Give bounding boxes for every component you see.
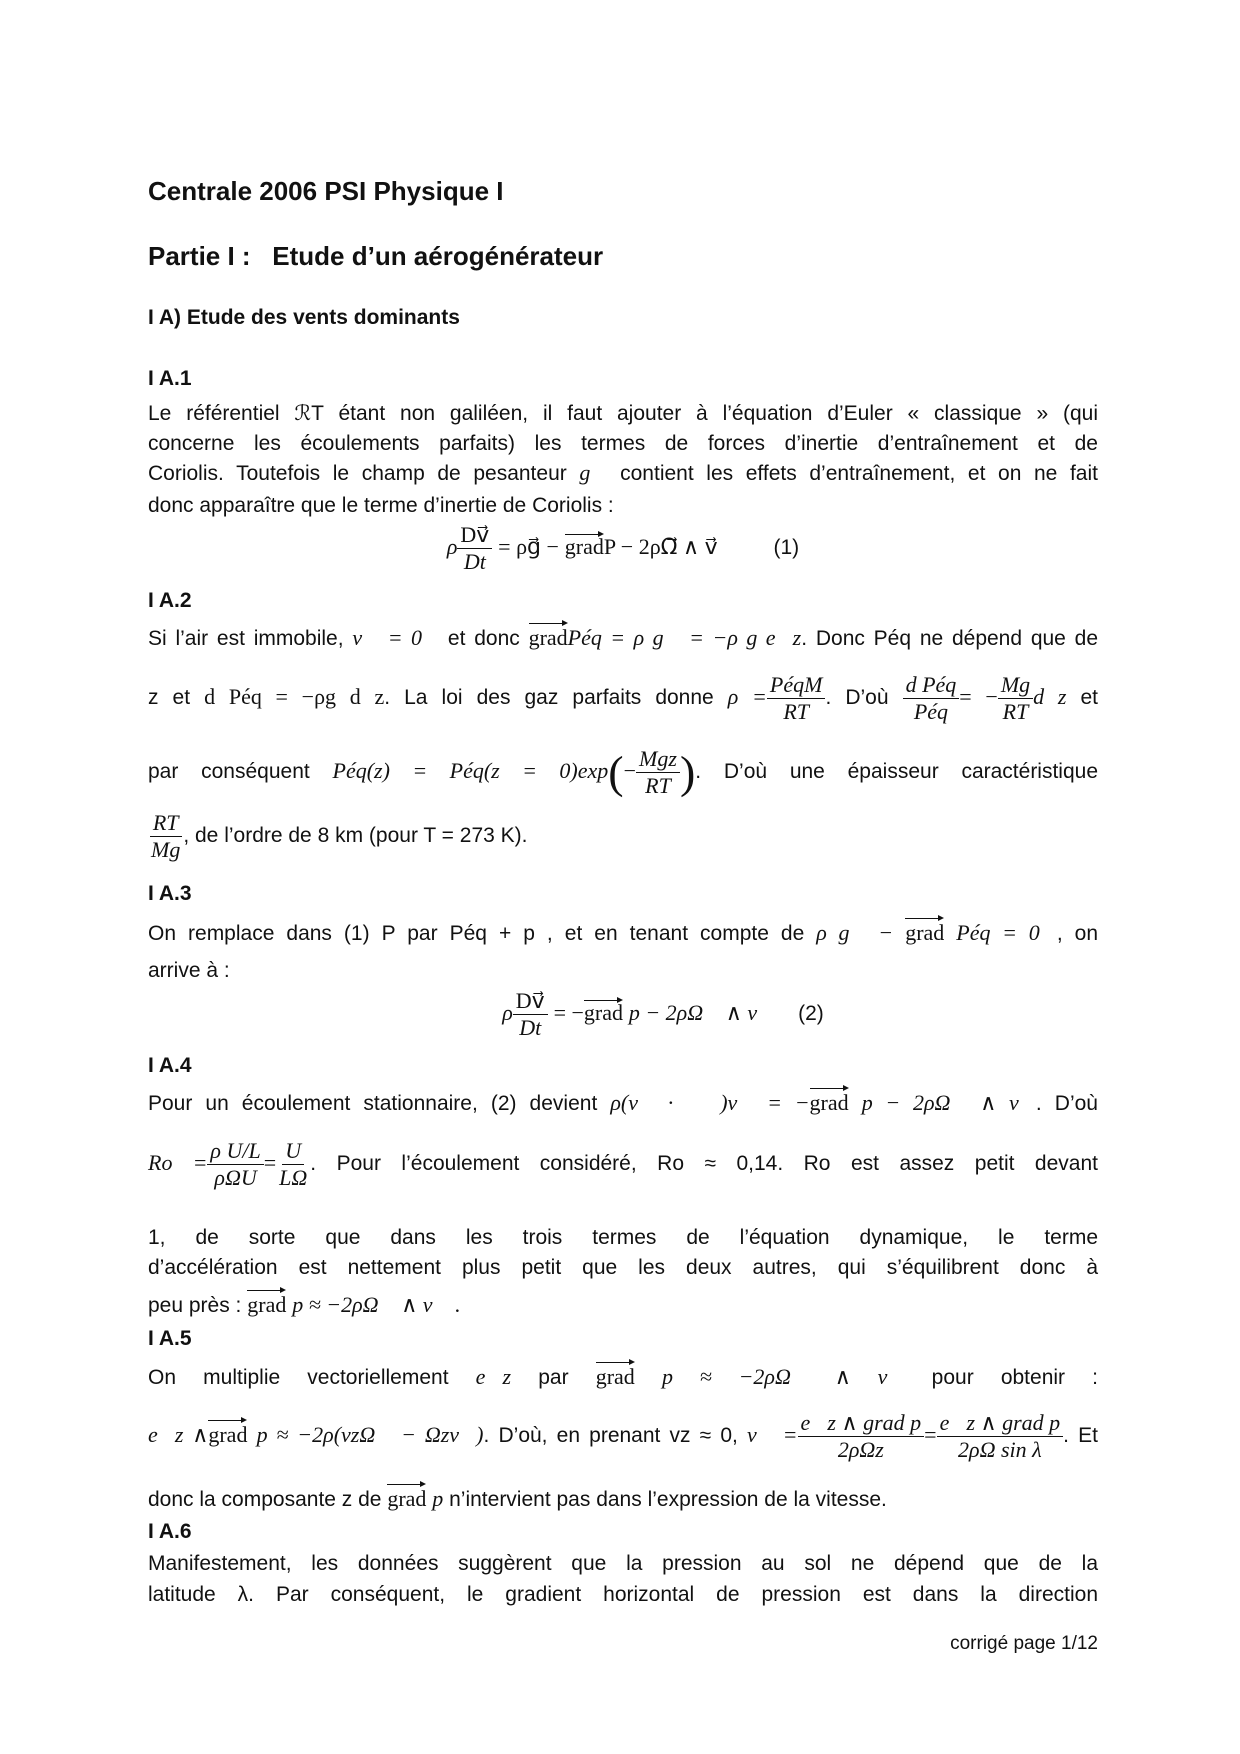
paragraph-line: latitude λ. Par conséquent, le gradient horizontal de pression est dans la direction xyxy=(148,1583,1098,1606)
paragraph-line: donc la composante z de grad p n’intervient pas dans l’expression de la vitesse. xyxy=(148,1484,1098,1515)
paragraph-line: Manifestement, les données suggèrent que la pression au sol ne dépend que de la xyxy=(148,1552,1098,1575)
paragraph-line: Le référentiel ℛT étant non galiléen, il faut ajouter à l’équation d’Euler « classique » (qui xyxy=(148,402,1098,425)
equation-2: ρ $\frac{Dv⃗}{Dt}$ = −grad p − 2ρΩ⃗ ∧ v⃗ (2) xyxy=(502,988,824,1040)
document-title: Centrale 2006 PSI Physique I xyxy=(148,176,504,206)
paragraph-line: Pour un écoulement stationnaire, (2) devient ρ(v⃗ · ∇⃗)v⃗ = −grad p − 2ρΩ⃗ ∧ v⃗. D’où xyxy=(148,1088,1098,1119)
question-heading-a2: I A.2 xyxy=(148,589,192,612)
paragraph-line: d’accélération est nettement plus petit que les deux autres, qui s’équilibrent donc à xyxy=(148,1256,1098,1279)
paragraph-line: z et d Péq = −ρg d z. La loi des gaz parfaits donne ρ = $\frac{\text{PéqM}}{RT}$ . D’où $\frac{\text{d Péq}}{\text{Péq}}$ = − $\frac{Mg}{RT}$ d z et xyxy=(148,672,1098,724)
paragraph-line: e⃗z ∧grad p ≈ −2ρ(vzΩ⃗ − Ωzv⃗). D’où, en prenant vz ≈ 0, v⃗ = $\frac{\text{e⃗z ∧ grad p}}{\text{2ρΩz}}$ = $\frac{\text{e⃗z ∧ grad p}}{\text{2ρΩ sin λ}}$ . Et xyxy=(148,1410,1098,1462)
paragraph-line: Si l’air est immobile, v⃗ = 0⃗ et donc gradPéq = ρ g⃗ = −ρ g e⃗z. Donc Péq ne dépend que de xyxy=(148,623,1098,654)
paragraph-line: peu près : grad p ≈ −2ρΩ⃗ ∧ v⃗ . xyxy=(148,1290,1098,1321)
paragraph-line: arrive à : xyxy=(148,959,230,982)
paragraph-line: On multiplie vectoriellement e⃗z par grad p ≈ −2ρΩ⃗ ∧ v⃗ pour obtenir : xyxy=(148,1362,1098,1393)
equation-1: ρ $\frac{Dv⃗}{Dt}$ = ρg⃗ − gradP − 2ρΩ⃗ ∧ v⃗ (1) xyxy=(446,522,800,574)
question-heading-a5: I A.5 xyxy=(148,1327,192,1350)
question-heading-a1: I A.1 xyxy=(148,367,192,390)
paragraph-line: On remplace dans (1) P par Péq + p , et en tenant compte de ρ g⃗ − grad Péq = 0⃗, on xyxy=(148,918,1098,949)
part-heading: Partie I : Etude d’un aérogénérateur xyxy=(148,241,604,271)
question-heading-a6: I A.6 xyxy=(148,1520,192,1543)
page-footer: corrigé page 1/12 xyxy=(950,1633,1098,1654)
paragraph-line: 1, de sorte que dans les trois termes de l’équation dynamique, le terme xyxy=(148,1226,1098,1249)
paragraph-line: donc apparaître que le terme d’inertie de Coriolis : xyxy=(148,494,614,517)
question-heading-a4: I A.4 xyxy=(148,1054,192,1077)
question-heading-a3: I A.3 xyxy=(148,882,192,905)
section-heading: I A) Etude des vents dominants xyxy=(148,306,460,329)
paragraph-line: par conséquent Péq(z) = Péq(z = 0)exp(− $\frac{\text{Mgz}}{RT}$ ). D’où une épaisseur caractéristique xyxy=(148,746,1099,798)
paragraph-line: Coriolis. Toutefois le champ de pesanteur g⃗ contient les effets d’entraînement, et on ne fait xyxy=(148,460,1098,485)
paragraph-line: Ro = $\frac{\text{ρ U/L}}{\text{ρΩU}}$ = $\frac{U}{L\Omega}$ . Pour l’écoulement considéré, Ro ≈ 0,14. Ro est assez petit devant xyxy=(148,1138,1098,1190)
paragraph-line: concerne les écoulements parfaits) les termes de forces d’inertie d’entraînement et de xyxy=(148,432,1098,455)
paragraph-line: $\frac{RT}{Mg}$ , de l’ordre de 8 km (pour T = 273 K). xyxy=(151,810,528,862)
